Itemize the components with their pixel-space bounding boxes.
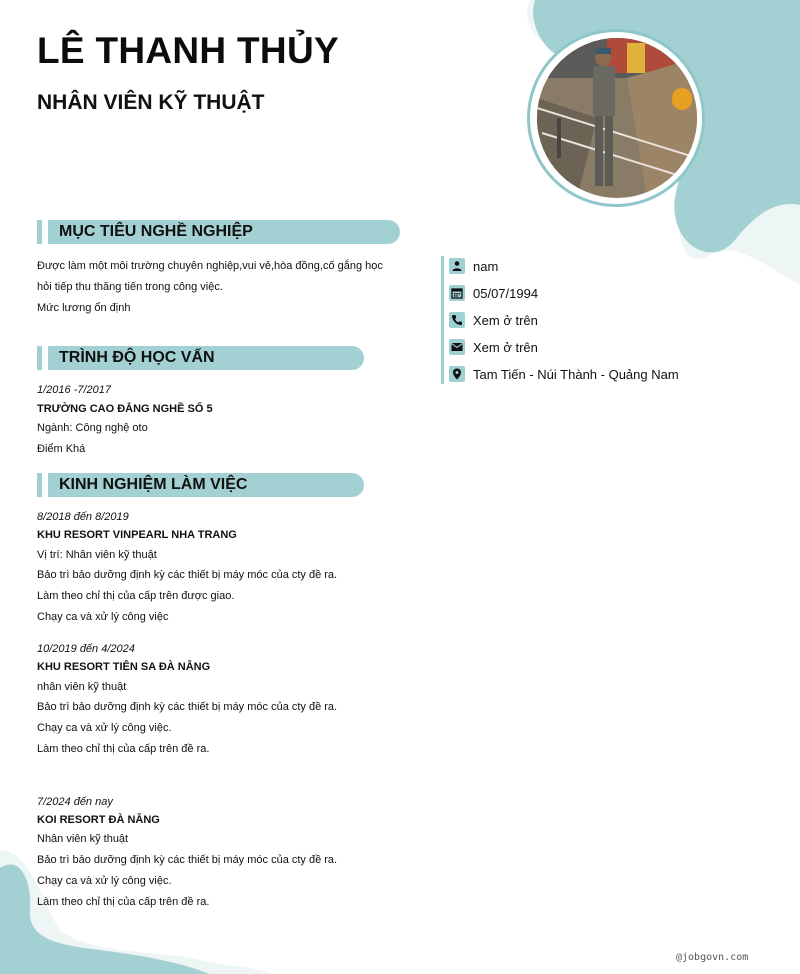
job-line: Chạy ca và xử lý công việc. xyxy=(37,875,172,887)
job-line: Chạy ca và xử lý công việc xyxy=(37,611,169,623)
job-company: KHU RESORT TIÊN SA ĐÀ NẴNG xyxy=(37,661,211,673)
job-line: Làm theo chỉ thị của cấp trên đề ra. xyxy=(37,743,210,755)
contact-address: Tam Tiến - Núi Thành - Quảng Nam xyxy=(473,367,679,382)
job-company: KHU RESORT VINPEARL NHA TRANG xyxy=(37,529,237,541)
education-date: 1/2016 -7/2017 xyxy=(37,384,112,396)
job-date: 7/2024 đến nay xyxy=(37,796,113,808)
education-section-heading xyxy=(37,346,364,370)
candidate-title: NHÂN VIÊN KỸ THUẬT xyxy=(37,91,265,114)
job-date: 10/2019 đến 4/2024 xyxy=(37,643,135,655)
job-line: Bảo trì bảo dưỡng định kỳ các thiết bị máy móc của cty đề ra. xyxy=(37,569,338,581)
contact-email: Xem ở trên xyxy=(473,340,538,355)
job-line: Làm theo chỉ thị của cấp trên đề ra. xyxy=(37,896,210,908)
location-icon xyxy=(449,366,465,382)
job-line: nhân viên kỹ thuật xyxy=(37,681,127,693)
job-line: Chạy ca và xử lý công việc. xyxy=(37,722,172,734)
education-school: TRƯỜNG CAO ĐẲNG NGHỀ SỐ 5 xyxy=(37,403,213,415)
contact-phone: Xem ở trên xyxy=(473,313,538,328)
objective-section-heading xyxy=(37,220,400,244)
job-line: Nhân viên kỹ thuật xyxy=(37,833,129,845)
education-grade: Điểm Khá xyxy=(37,443,86,455)
person-icon xyxy=(449,258,465,274)
job-line: Vị trí: Nhân viên kỹ thuật xyxy=(37,549,157,561)
watermark: @jobgovn.com xyxy=(676,952,749,963)
candidate-name: LÊ THANH THỦY xyxy=(37,30,339,71)
phone-icon xyxy=(449,312,465,328)
objective-line: Được làm một môi trường chuyên nghiệp,vui vẻ,hòa đồng,cố gắng học xyxy=(37,260,383,272)
job-line: Bảo trì bảo dưỡng định kỳ các thiết bị máy móc của cty đề ra. xyxy=(37,854,338,866)
job-company: KOI RESORT ĐÀ NẴNG xyxy=(37,814,160,826)
education-heading-label: TRÌNH ĐỘ HỌC VẤN xyxy=(59,349,215,366)
contact-birthday: 05/07/1994 xyxy=(473,286,539,301)
email-icon xyxy=(449,339,465,355)
job-line: Làm theo chỉ thị của cấp trên được giao. xyxy=(37,590,235,602)
profile-photo xyxy=(537,38,697,198)
job-date: 8/2018 đến 8/2019 xyxy=(37,511,129,523)
experience-section-heading xyxy=(37,473,364,497)
objective-line: Mức lương ổn định xyxy=(37,302,131,314)
job-line: Bảo trì bảo dưỡng định kỳ các thiết bị máy móc của cty đề ra. xyxy=(37,701,338,713)
objective-line: hỏi tiếp thu thăng tiến trong công việc. xyxy=(37,281,223,293)
experience-heading-label: KINH NGHIỆM LÀM VIỆC xyxy=(59,476,248,493)
calendar-icon xyxy=(449,285,465,301)
contact-gender: nam xyxy=(473,259,499,274)
objective-heading-label: MỤC TIÊU NGHỀ NGHIỆP xyxy=(59,223,253,240)
education-major: Ngành: Công nghệ oto xyxy=(37,422,148,434)
